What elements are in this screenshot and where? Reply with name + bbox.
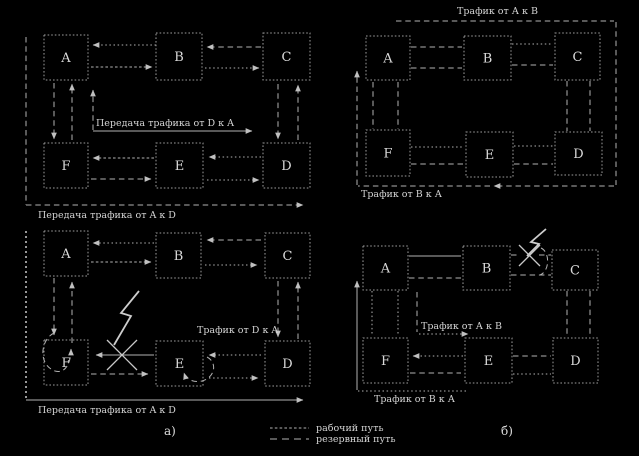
caption-a: а) [164, 424, 176, 438]
lightning-icon-bc [527, 229, 546, 256]
node-label-tl-0: A [61, 51, 71, 66]
node-label-tr-4: E [484, 148, 495, 163]
node-label-tr-3: F [383, 146, 393, 162]
failure-x-icon-bc [519, 245, 540, 266]
node-label-tl-1: B [174, 50, 184, 65]
node-label-br-5: D [570, 354, 581, 369]
label-traffic-d-to-a-failure: Трафик от D к A [197, 325, 279, 336]
node-label-tr-2: C [572, 50, 583, 65]
ring-nodes-a-failure [44, 231, 310, 386]
label-traffic-b-to-a: Трафик от В к А [361, 189, 442, 200]
node-label-bl-4: E [174, 357, 185, 372]
node-label-br-4: E [483, 354, 494, 369]
node-label-tr-1: B [482, 51, 493, 67]
node-label-br-3: F [380, 354, 391, 369]
label-traffic-a-to-d: Передача трафика от A к D [38, 210, 176, 221]
wrap-loop-c [540, 248, 548, 275]
node-label-br-1: B [481, 261, 492, 277]
node-label-tr-0: A [383, 51, 393, 67]
label-traffic-d-to-a: Передача трафика от D к A [96, 118, 234, 129]
ring-nodes-b-failure [363, 246, 598, 383]
legend [270, 423, 396, 445]
node-label-tl-4: E [174, 159, 185, 174]
label-traffic-a-to-d-failure: Передача трафика от A к D [38, 405, 176, 416]
node-label-bl-2: C [282, 249, 293, 264]
node-label-bl-0: A [61, 247, 71, 262]
ring-nodes-a-normal [44, 33, 310, 188]
caption-b: б) [501, 424, 513, 438]
node-label-tl-2: C [281, 50, 292, 65]
node-label-tl-3: F [61, 159, 71, 174]
legend-working-path-label: рабочий путь [316, 423, 384, 434]
label-traffic-a-to-b: Трафик от А к В [457, 6, 538, 17]
node-label-bl-5: D [282, 357, 293, 372]
node-label-bl-1: B [173, 249, 184, 264]
label-traffic-b-to-a-failure: Трафик от В к А [374, 394, 455, 405]
diagram-b-failure [357, 229, 598, 438]
node-label-tl-5: D [281, 159, 292, 174]
node-label-br-2: C [570, 263, 580, 279]
diagram-b-normal [357, 6, 616, 200]
legend-protection-path-label: резервный путь [316, 434, 396, 445]
lightning-icon-fe [114, 291, 139, 345]
node-label-br-0: A [380, 261, 391, 277]
diagram-a-failure [26, 231, 310, 438]
label-traffic-a-to-b-failure: Трафик от А к В [421, 321, 502, 332]
node-label-bl-3: F [61, 356, 71, 371]
diagram-a-normal [26, 33, 310, 221]
node-label-tr-5: D [573, 147, 584, 162]
